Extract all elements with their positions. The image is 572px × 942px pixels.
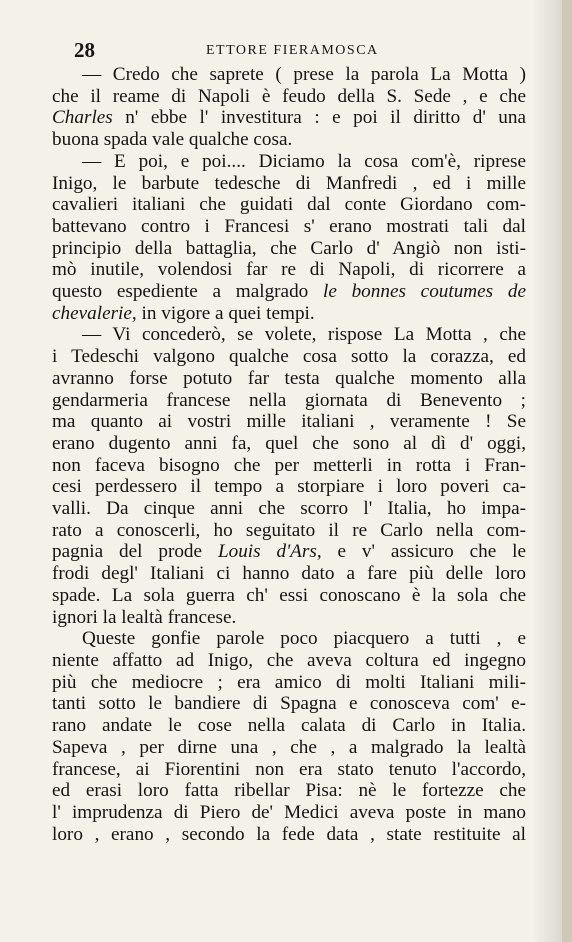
text-line: mò inutile, volendosi far re di Napoli, di ricorrere a	[52, 259, 526, 281]
text-line: ma quanto ai vostri mille italiani , veramente ! Se	[52, 411, 526, 433]
body-text	[52, 64, 526, 845]
text-line: — Credo che saprete ( prese la parola La Motta )	[82, 64, 526, 85]
text-line: francese, ai Fiorentini non era stato tenuto l'accordo,	[52, 758, 526, 780]
text-line: questo espediente a malgrado le bonnes coutumes de	[52, 281, 526, 303]
text-line: Charles n' ebbe l' investitura : e poi il diritto d' una	[52, 107, 526, 129]
text-line: ignori la lealtà francese.	[52, 606, 237, 628]
page-number: 28	[74, 38, 95, 62]
text-line: rano andate le cose nella calata di Carlo in Italia.	[52, 715, 526, 737]
text-line: — E poi, e poi.... Diciamo la cosa com'è, riprese	[82, 150, 526, 172]
text-line: i Tedeschi valgono qualche cosa sotto la corazza, ed	[52, 346, 526, 368]
text-line: ed erasi loro fatta ribellar Pisa: nè le fortezze che	[52, 780, 526, 802]
text-line: che il reame di Napoli è feudo della S. Sede , e che	[52, 85, 526, 107]
text-line: l' imprudenza di Piero de' Medici aveva poste in mano	[52, 801, 526, 823]
text-line: chevalerie, in vigore a quei tempi.	[52, 302, 315, 324]
text-line: cesi perdessero il tempo a storpiare i loro poveri ca-	[52, 476, 526, 498]
text-line: avranno forse potuto far testa qualche momento alla	[52, 367, 526, 389]
text-line: buona spada vale qualche cosa.	[52, 129, 293, 151]
text-line: non faceva bisogno che per metterli in rotta i Fran-	[52, 454, 526, 476]
text-line: loro , erano , secondo la fede data , state restituite al	[52, 823, 526, 845]
text-line: erano dugento anni fa, quel che sono al dì d' oggi,	[52, 432, 526, 454]
page-header	[74, 38, 534, 62]
text-line: Sapeva , per dirne una , che , a malgrado la lealtà	[52, 736, 526, 758]
text-line: rato a conoscerli, ho seguitato il re Carlo nella com-	[52, 519, 526, 541]
text-line: battevano contro i Francesi s' erano mostrati tali dal	[52, 215, 526, 237]
text-line: Queste gonfie parole poco piacquero a tutti , e	[82, 628, 526, 650]
text-line: — Vi concederò, se volete, rispose La Motta , che	[82, 324, 526, 346]
text-line: tanti sotto le bandiere di Spagna e conosceva com' e-	[52, 693, 526, 715]
text-line: principio della battaglia, che Carlo d' Angiò non isti-	[52, 237, 526, 259]
text-line: spade. La sola guerra ch' essi conoscano è la sola che	[52, 584, 526, 606]
text-line: più che mediocre ; era amico di molti Italiani mili-	[52, 671, 526, 693]
text-line: valli. Da cinque anni che scorro l' Italia, ho impa-	[52, 498, 526, 520]
text-line: frodi degl' Italiani ci hanno dato a fare più delle loro	[52, 563, 526, 585]
text-line: cavalieri italiani che guidati dal conte Giordano com-	[52, 194, 526, 216]
running-title: ETTORE FIERAMOSCA	[206, 43, 379, 58]
text-line: niente affatto ad Inigo, che aveva coltura ed ingegno	[52, 649, 526, 671]
text-line: Inigo, le barbute tedesche di Manfredi , ed i mille	[52, 172, 526, 194]
text-line: gendarmeria francese nella giornata di Benevento ;	[52, 389, 526, 411]
page-gutter-shadow	[532, 0, 562, 942]
text-line: pagnia del prode Louis d'Ars, e v' assicuro che le	[52, 541, 526, 563]
